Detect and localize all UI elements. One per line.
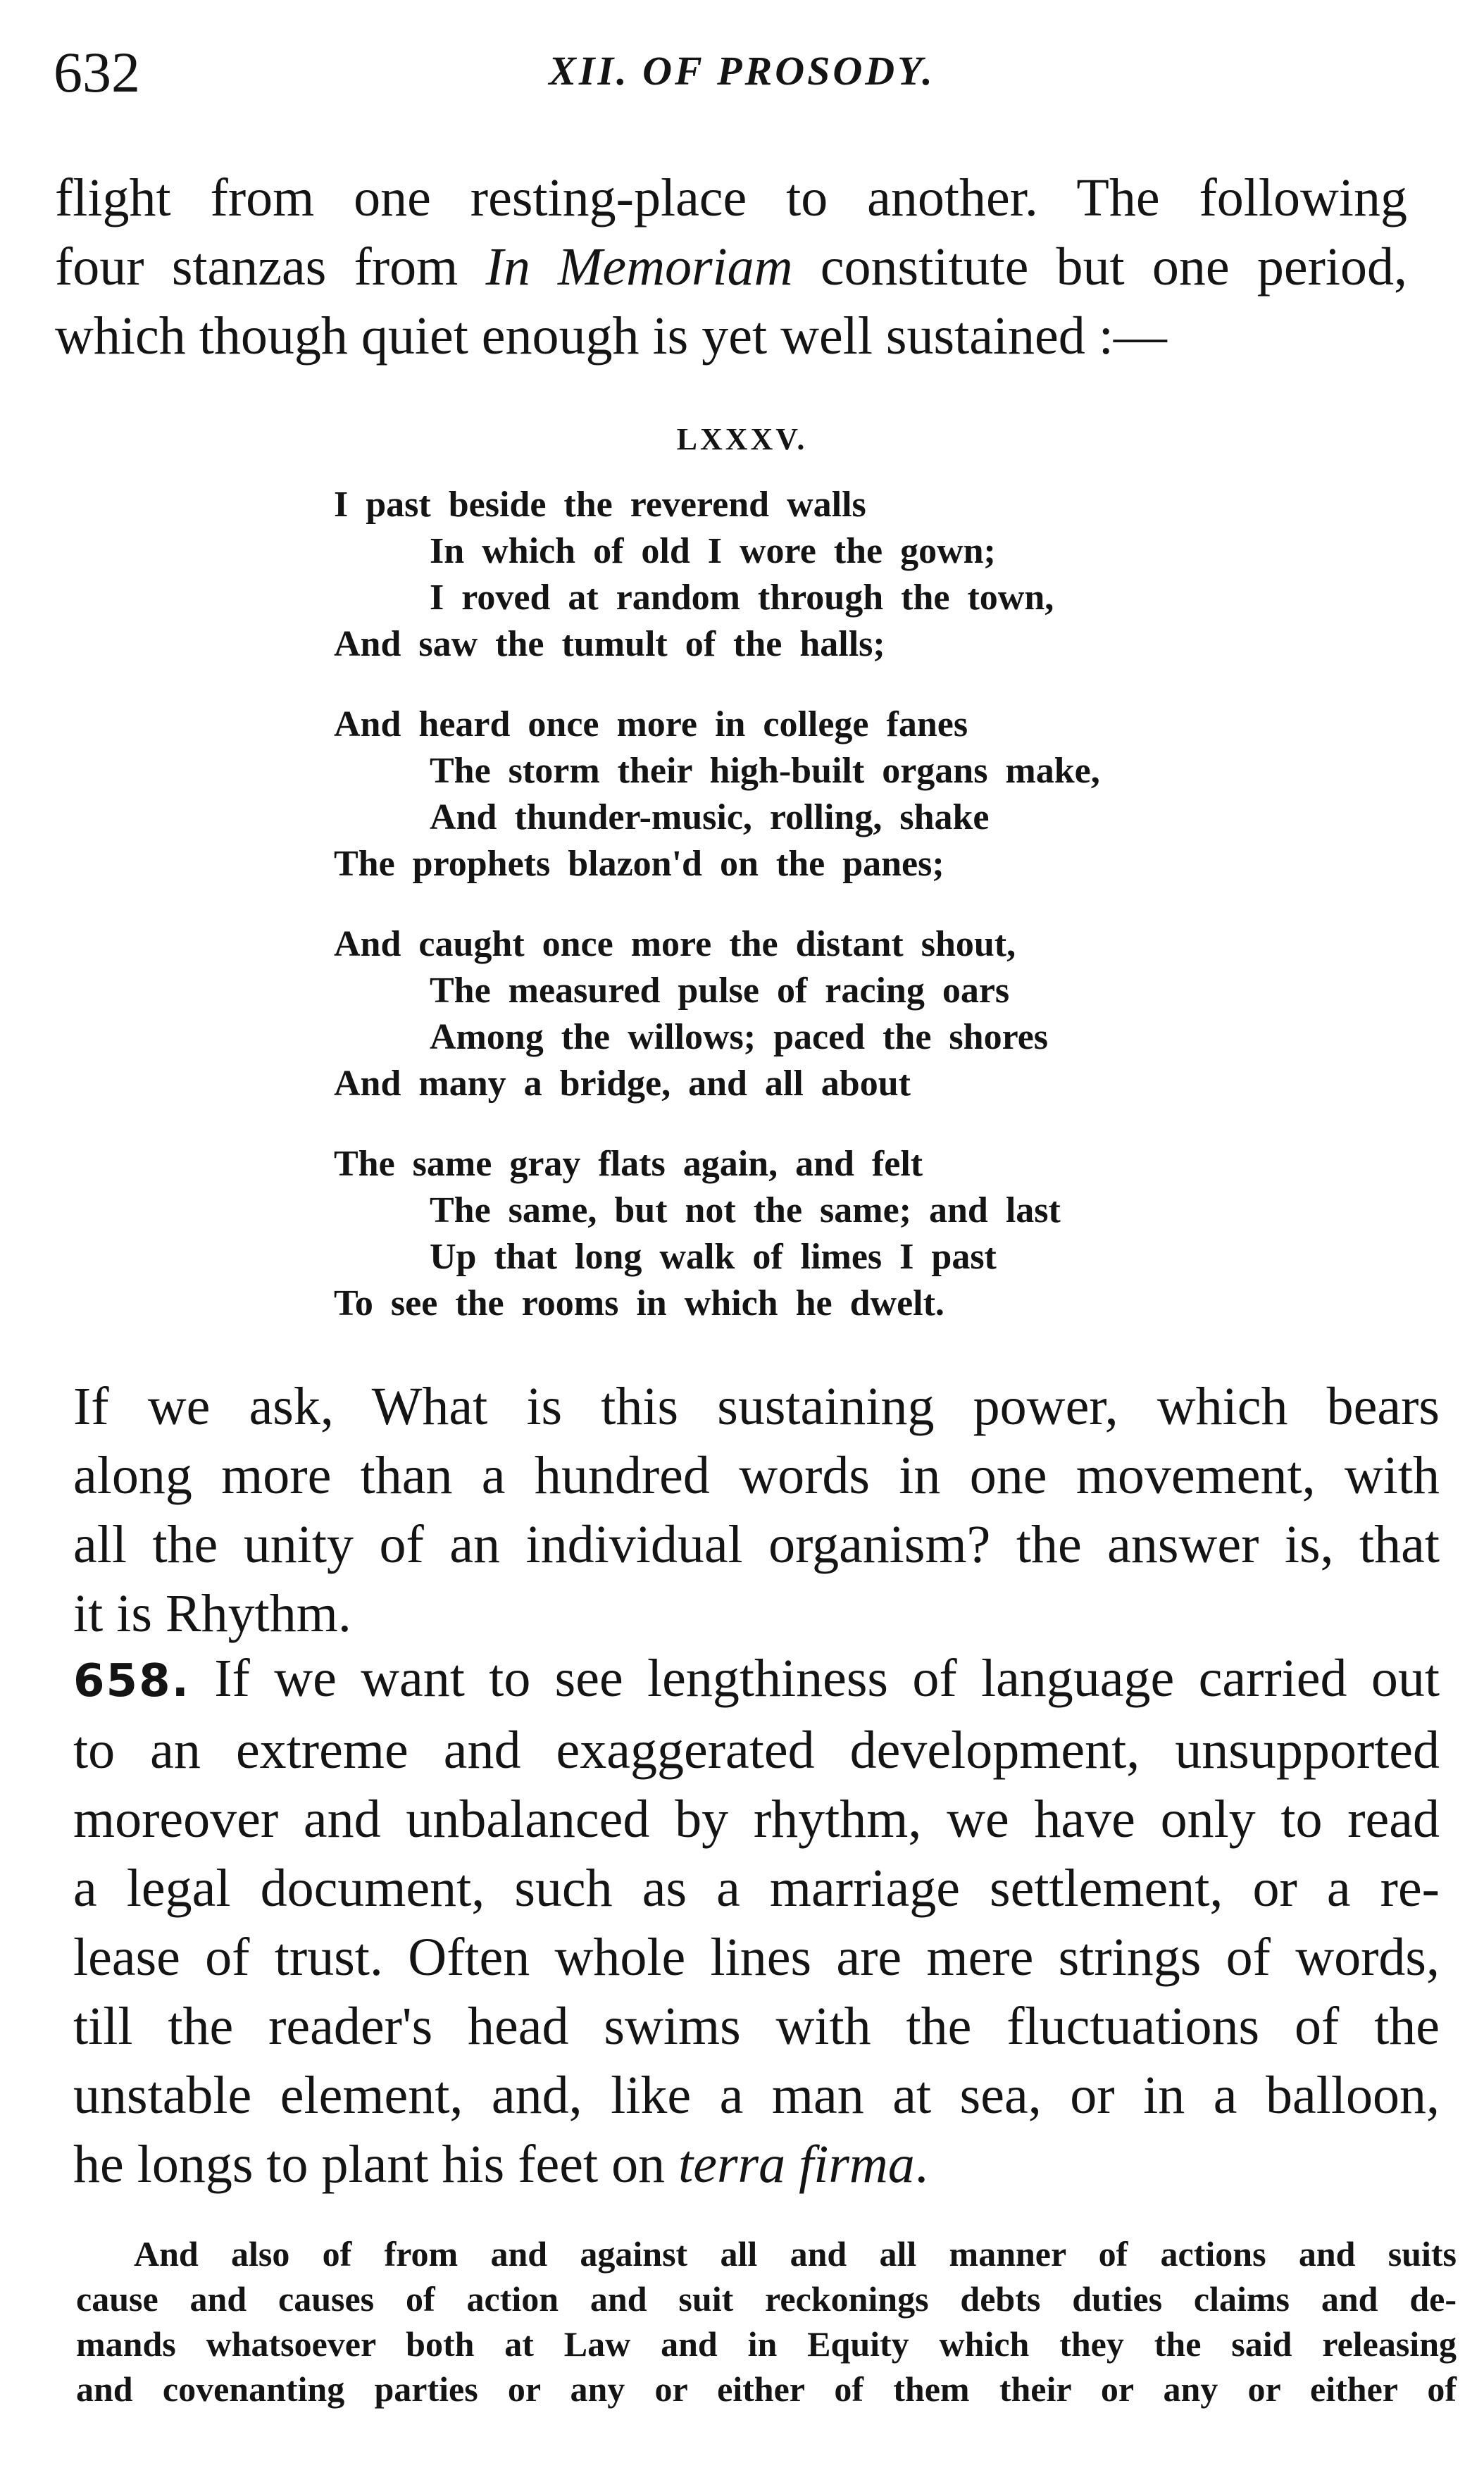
section-658-line: to an extreme and exaggerated development, unsupported <box>73 1721 1440 1780</box>
legal-line: mands whatsoever both at Law and in Equity which they the said releasing <box>76 2324 1457 2364</box>
stanza-1 <box>334 482 1320 668</box>
section-658-line: unstable element, and, like a man at sea, or in a balloon, <box>73 2066 1440 2125</box>
legal-line: cause and causes of action and suit reckonings debts duties claims and de- <box>76 2279 1457 2319</box>
verse-line: Up that long walk of limes I past <box>430 1237 997 1277</box>
section-658-first-line <box>73 1644 1440 1716</box>
verse-line: The same gray flats again, and felt <box>334 1144 923 1184</box>
running-head: XII. OF PROSODY. <box>549 48 935 94</box>
stanza-3 <box>334 921 1320 1107</box>
rhythm-line: If we ask, What is this sustaining power, which bears <box>73 1377 1440 1436</box>
verse-line: And heard once more in college fanes <box>334 704 968 744</box>
section-658-line: a legal document, such as a marriage settlement, or a re- <box>73 1859 1440 1918</box>
section-number: 658. <box>73 1655 190 1707</box>
intro-line-2-end: constitute but one period, <box>792 237 1407 297</box>
verse-line: In which of old I wore the gown; <box>430 531 996 571</box>
stanza-2 <box>334 702 1320 887</box>
verse-line: And caught once more the distant shout, <box>334 924 1016 964</box>
verse-line: And thunder-music, rolling, shake <box>430 797 990 837</box>
rhythm-paragraph <box>73 1372 1440 1648</box>
rhythm-line: along more than a hundred words in one movement, with <box>73 1446 1440 1505</box>
section-658-line-start: If we want to see lengthiness of language carried out <box>189 1649 1440 1708</box>
verse-line: And saw the tumult of the halls; <box>334 624 885 664</box>
page-number: 632 <box>54 40 140 104</box>
intro-line-2-start: four stanzas from <box>55 237 486 297</box>
verse-line: And many a bridge, and all about <box>334 1064 911 1104</box>
stanza-4 <box>334 1141 1320 1327</box>
latin-phrase: terra firma <box>678 2135 915 2194</box>
intro-line-3: which though quiet enough is yet well sustained :— <box>55 306 1167 366</box>
rhythm-line: all the unity of an individual organism? the answer is, that <box>73 1515 1440 1574</box>
poem-number: LXXXV. <box>676 422 808 456</box>
intro-line-1: flight from one resting-place to another. The following <box>55 168 1407 227</box>
verse-line: I past beside the reverend walls <box>334 485 866 525</box>
intro-paragraph <box>55 163 1407 370</box>
section-658-line: lease of trust. Often whole lines are mere strings of words, <box>73 1928 1440 1987</box>
verse-line: To see the rooms in which he dwelt. <box>334 1283 944 1323</box>
section-658-line: till the reader's head swims with the fluctuations of the <box>73 1997 1440 2056</box>
verse-line: The prophets blazon'd on the panes; <box>334 844 944 884</box>
verse-line: Among the willows; paced the shores <box>430 1017 1049 1057</box>
legal-line: and covenanting parties or any or either of them their or any or either of <box>76 2369 1457 2409</box>
verse-line: I roved at random through the town, <box>430 578 1054 618</box>
legal-extract <box>76 2231 1457 2412</box>
last-line-end: . <box>914 2135 928 2194</box>
last-line-start: he longs to plant his feet on <box>73 2135 679 2194</box>
section-658-paragraph <box>73 1644 1440 2199</box>
section-658-last-line <box>73 2130 1440 2199</box>
intro-line-2 <box>55 232 1407 301</box>
legal-line: And also of from and against all and all manner of actions and suits <box>134 2234 1457 2274</box>
verse-line: The same, but not the same; and last <box>430 1190 1061 1230</box>
rhythm-line: it is Rhythm. <box>73 1584 351 1643</box>
work-title: In Memoriam <box>485 237 793 297</box>
verse-line: The storm their high-built organs make, <box>430 751 1100 791</box>
verse-line: The measured pulse of racing oars <box>430 971 1010 1011</box>
section-658-line: moreover and unbalanced by rhythm, we have only to read <box>73 1790 1440 1849</box>
